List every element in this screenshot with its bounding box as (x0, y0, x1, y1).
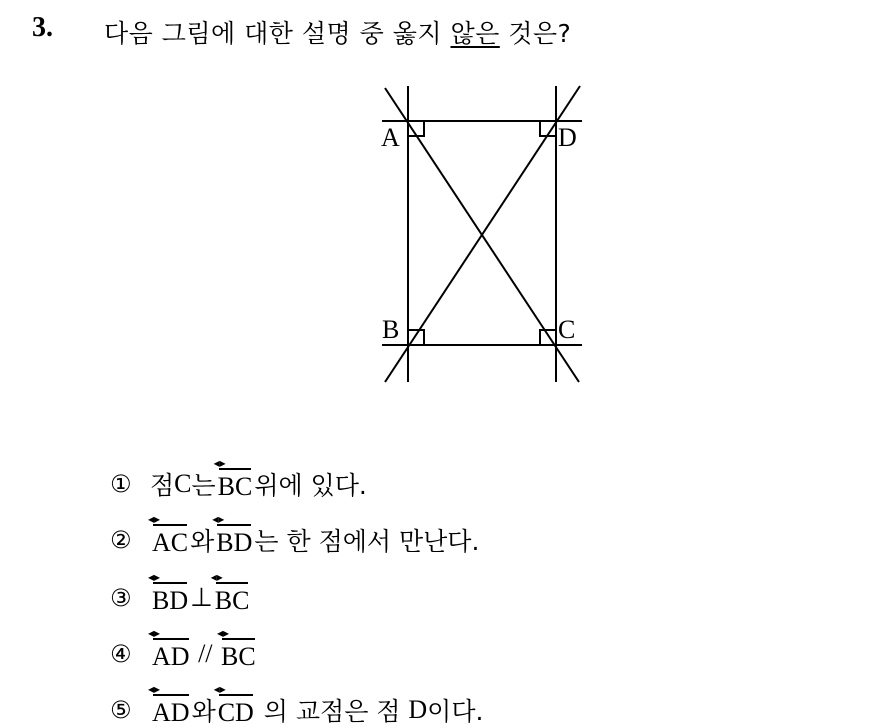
line-notation: BC ◂▸ (221, 636, 256, 672)
choice-text: 위에 있다. (254, 471, 367, 500)
question-number: 3. (32, 12, 53, 43)
line-notation: CD ◂▸ (218, 692, 254, 728)
label-b: B (382, 315, 400, 344)
question-text-underlined: 않은 (450, 19, 500, 48)
choice-number: ⑤ (110, 696, 132, 724)
choice-number: ② (110, 526, 132, 554)
line-notation: BD ◂▸ (152, 580, 188, 616)
choice-text: 는 한 점에서 만난다. (254, 527, 480, 556)
label-c: C (558, 315, 576, 344)
choice-text: 는 (191, 471, 216, 500)
choice-text: 점 (150, 471, 175, 500)
line-notation: BD ◂▸ (216, 522, 252, 558)
choice-text: 의 교점은 점 (255, 697, 409, 726)
choice-number: ④ (110, 640, 132, 668)
choice-number: ③ (110, 584, 132, 612)
choice-3[interactable] (110, 580, 251, 616)
question-text-before: 다음 그림에 대한 설명 중 옳지 (104, 19, 451, 48)
line-notation: AD ◂▸ (152, 636, 190, 672)
label-d: D (558, 123, 577, 152)
line-notation: AC ◂▸ (152, 522, 188, 558)
choice-4[interactable] (110, 636, 258, 672)
point-label: C (174, 469, 192, 498)
line-notation: BC ◂▸ (218, 466, 253, 502)
choice-number: ① (110, 470, 132, 498)
point-label: D (408, 695, 428, 724)
choice-text: 이다. (427, 697, 484, 726)
choice-1[interactable] (110, 466, 367, 502)
line-notation: BC ◂▸ (215, 580, 250, 616)
choice-text: 와 (191, 697, 216, 726)
choice-2[interactable] (110, 522, 479, 558)
line-notation: AD ◂▸ (152, 692, 190, 728)
choice-text: 와 (190, 527, 215, 556)
parallel-symbol: // (191, 639, 220, 668)
question-text-after: 것은? (499, 19, 572, 48)
perpendicular-symbol: ⊥ (190, 583, 213, 612)
choice-5[interactable] (110, 692, 483, 728)
label-a: A (381, 123, 400, 152)
